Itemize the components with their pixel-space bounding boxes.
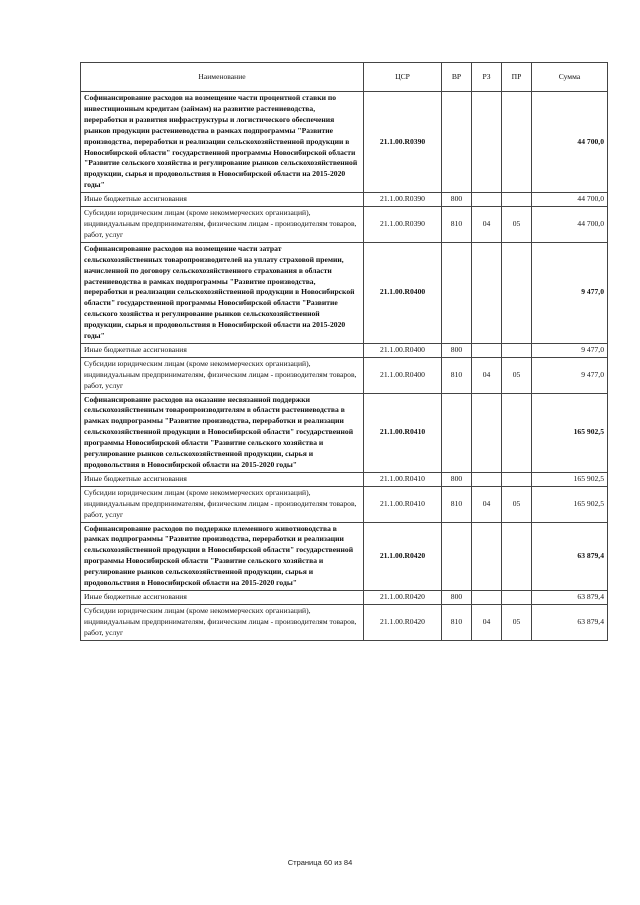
header-pr: ПР (502, 63, 532, 92)
row-csr: 21.1.00.R0390 (364, 207, 442, 243)
row-pr (502, 343, 532, 357)
header-sum: Сумма (532, 63, 608, 92)
row-sum: 9 477,0 (532, 242, 608, 343)
row-name: Софинансирование расходов по поддержке племенного животноводства в рамках подпрограммы "Развитие производства, переработки и реализации сельскохозяйственной продукции в Новосибирской области" государственной программы Новосибирской области "Развитие сельского хозяйства и регулирование рынков сельскохозяйственной продукции, сырья и продовольствия в Новосибирской области на 2015-2020 годы" (81, 522, 364, 590)
row-vr: 810 (442, 357, 472, 393)
header-name: Наименование (81, 63, 364, 92)
row-csr: 21.1.00.R0410 (364, 393, 442, 472)
row-csr: 21.1.00.R0410 (364, 472, 442, 486)
row-sum: 165 902,5 (532, 472, 608, 486)
row-pr (502, 92, 532, 193)
table-row (81, 193, 608, 207)
row-rz (472, 343, 502, 357)
row-name: Иные бюджетные ассигнования (81, 472, 364, 486)
budget-table (80, 62, 608, 641)
row-csr: 21.1.00.R0400 (364, 242, 442, 343)
row-pr: 05 (502, 207, 532, 243)
row-name: Софинансирование расходов на оказание несвязанной поддержки сельскохозяйственным товаропроизводителям в области растениеводства в рамках подпрограммы "Развитие производства, переработки и реализации сельскохозяйственной продукции в Новосибирской области" государственной программы Новосибирской области "Развитие сельского хозяйства и регулирование рынков сельскохозяйственной продукции, сырья и продовольствия в Новосибирской области на 2015-2020 годы" (81, 393, 364, 472)
row-pr (502, 242, 532, 343)
row-vr: 800 (442, 472, 472, 486)
row-rz: 04 (472, 486, 502, 522)
row-csr: 21.1.00.R0420 (364, 590, 442, 604)
row-vr (442, 92, 472, 193)
row-name: Софинансирование расходов на возмещение части затрат сельскохозяйственных товаропроизводителей на уплату страховой премии, начисленной по договору сельскохозяйственного страхования в области растениеводства в рамках подпрограммы "Развитие производства, переработки и реализации сельскохозяйственной продукции в Новосибирской области" государственной программы Новосибирской области "Развитие сельского хозяйства и регулирование рынков сельскохозяйственной продукции, сырья и продовольствия в Новосибирской области на 2015-2020 годы" (81, 242, 364, 343)
row-name: Субсидии юридическим лицам (кроме некоммерческих организаций), индивидуальным предпринимателям, физическим лицам - производителям товаров, работ, услуг (81, 357, 364, 393)
row-csr: 21.1.00.R0420 (364, 522, 442, 590)
row-csr: 21.1.00.R0400 (364, 343, 442, 357)
page-number: Страница 60 из 84 (287, 858, 353, 867)
table-row (81, 357, 608, 393)
header-vr: ВР (442, 63, 472, 92)
row-vr: 810 (442, 604, 472, 640)
table-row (81, 343, 608, 357)
row-rz: 04 (472, 207, 502, 243)
row-vr: 800 (442, 590, 472, 604)
row-csr: 21.1.00.R0400 (364, 357, 442, 393)
row-name: Субсидии юридическим лицам (кроме некоммерческих организаций), индивидуальным предпринимателям, физическим лицам - производителям товаров, работ, услуг (81, 604, 364, 640)
row-rz (472, 92, 502, 193)
row-vr: 810 (442, 486, 472, 522)
row-vr (442, 393, 472, 472)
table-row (81, 393, 608, 472)
row-vr: 810 (442, 207, 472, 243)
row-name: Иные бюджетные ассигнования (81, 590, 364, 604)
row-pr (502, 472, 532, 486)
row-rz (472, 522, 502, 590)
row-sum: 63 879,4 (532, 590, 608, 604)
row-csr: 21.1.00.R0410 (364, 486, 442, 522)
row-sum: 44 700,0 (532, 207, 608, 243)
header-rz: РЗ (472, 63, 502, 92)
row-sum: 44 700,0 (532, 92, 608, 193)
row-sum: 63 879,4 (532, 522, 608, 590)
table-row (81, 92, 608, 193)
row-rz (472, 242, 502, 343)
row-vr (442, 242, 472, 343)
row-csr: 21.1.00.R0420 (364, 604, 442, 640)
row-vr: 800 (442, 193, 472, 207)
header-csr: ЦСР (364, 63, 442, 92)
row-vr (442, 522, 472, 590)
row-sum: 9 477,0 (532, 357, 608, 393)
row-rz (472, 472, 502, 486)
row-sum: 44 700,0 (532, 193, 608, 207)
row-rz: 04 (472, 357, 502, 393)
row-vr: 800 (442, 343, 472, 357)
table-header-row (81, 63, 608, 92)
row-name: Субсидии юридическим лицам (кроме некоммерческих организаций), индивидуальным предпринимателям, физическим лицам - производителям товаров, работ, услуг (81, 486, 364, 522)
row-pr (502, 393, 532, 472)
row-sum: 63 879,4 (532, 604, 608, 640)
row-csr: 21.1.00.R0390 (364, 92, 442, 193)
table-row (81, 604, 608, 640)
row-rz (472, 193, 502, 207)
row-pr (502, 193, 532, 207)
table-row (81, 522, 608, 590)
row-sum: 165 902,5 (532, 393, 608, 472)
row-pr (502, 590, 532, 604)
row-name: Субсидии юридическим лицам (кроме некоммерческих организаций), индивидуальным предпринимателям, физическим лицам - производителям товаров, работ, услуг (81, 207, 364, 243)
row-rz (472, 590, 502, 604)
table-row (81, 590, 608, 604)
row-pr: 05 (502, 604, 532, 640)
table-row (81, 207, 608, 243)
row-rz: 04 (472, 604, 502, 640)
row-name: Иные бюджетные ассигнования (81, 193, 364, 207)
row-pr (502, 522, 532, 590)
row-name: Иные бюджетные ассигнования (81, 343, 364, 357)
row-sum: 165 902,5 (532, 486, 608, 522)
table-row (81, 486, 608, 522)
row-csr: 21.1.00.R0390 (364, 193, 442, 207)
table-row (81, 472, 608, 486)
row-name: Софинансирование расходов на возмещение части процентной ставки по инвестиционным кредитам (займам) на развитие растениеводства, переработки и развития инфраструктуры и логистического обеспечения рынков продукции растениеводства в рамках подпрограммы "Развитие производства, переработки и реализации сельскохозяйственной продукции в Новосибирской области" государственной программы Новосибирской области "Развитие сельского хозяйства и регулирование рынков сельскохозяйственной продукции, сырья и продовольствия в Новосибирской области на 2015-2020 годы" (81, 92, 364, 193)
row-rz (472, 393, 502, 472)
row-pr: 05 (502, 486, 532, 522)
row-pr: 05 (502, 357, 532, 393)
row-sum: 9 477,0 (532, 343, 608, 357)
table-row (81, 242, 608, 343)
